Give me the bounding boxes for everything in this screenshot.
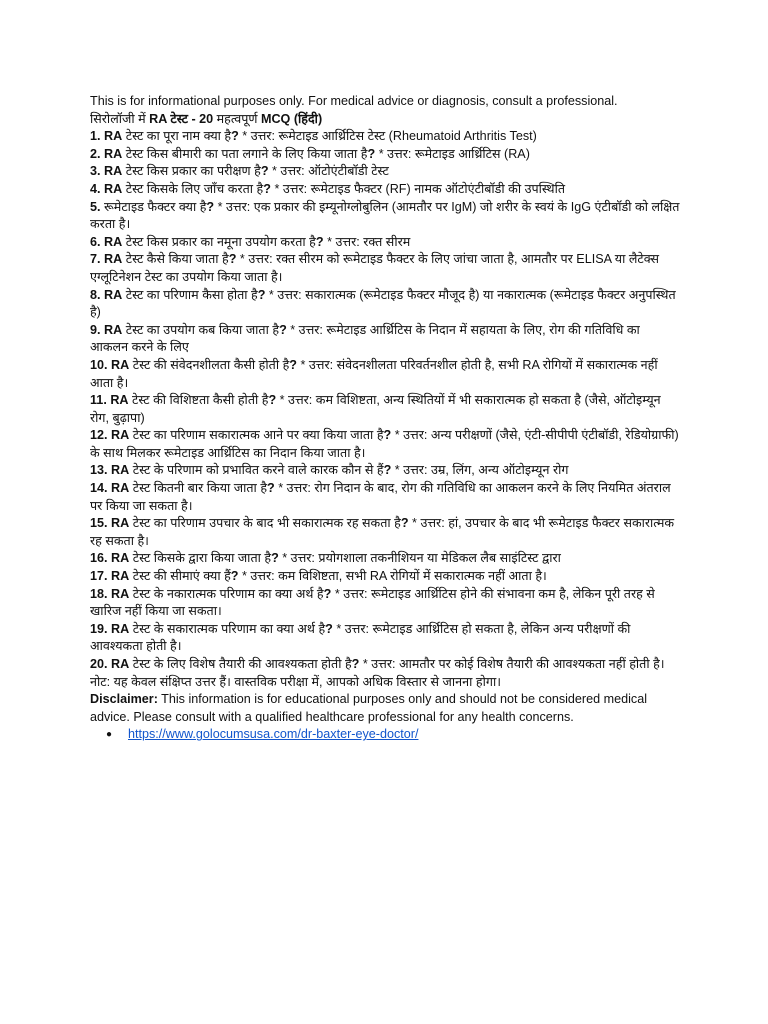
mcq-answer: * उत्तर: रोग निदान के बाद, रोग की गतिविधि का आकलन करने के लिए नियमित अंतराल पर किया जा सकता है। — [90, 481, 671, 513]
mcq-item — [90, 322, 680, 357]
mcq-list — [90, 128, 680, 673]
document-body — [90, 93, 680, 744]
mcq-item — [90, 586, 680, 621]
mcq-ra: RA — [104, 287, 123, 302]
mcq-question: टेस्ट का परिणाम कैसा होता है — [125, 287, 258, 302]
mcq-ra: RA — [111, 428, 130, 443]
reference-link[interactable]: https://www.golocumsusa.com/dr-baxter-eye-doctor/ — [128, 727, 419, 742]
mcq-number: 18. — [90, 586, 108, 601]
mcq-number: 15. — [90, 516, 108, 531]
mcq-number: 9. — [90, 322, 101, 337]
mcq-ra: RA — [104, 181, 123, 196]
mcq-question: टेस्ट का पूरा नाम क्या है — [125, 129, 232, 144]
mcq-number: 3. — [90, 164, 101, 179]
mcq-ra: RA — [111, 551, 130, 566]
mcq-question: टेस्ट का परिणाम सकारात्मक आने पर क्या किया जाता है — [132, 428, 384, 443]
mcq-question: टेस्ट का परिणाम उपचार के बाद भी सकारात्मक रह सकता है — [132, 516, 401, 531]
disclaimer-text: This information is for educational purposes only and should not be considered medical advice. Please consult with a qualified healthcare professional for any health concerns. — [90, 692, 648, 724]
mcq-question: टेस्ट की सीमाएं क्या हैं — [132, 569, 231, 584]
mcq-number: 13. — [90, 463, 108, 478]
mcq-item — [90, 656, 680, 674]
mcq-item — [90, 427, 680, 462]
mcq-item — [90, 568, 680, 586]
mcq-question-mark: ? — [289, 357, 297, 372]
mcq-item — [90, 621, 680, 656]
mcq-number: 6. — [90, 234, 101, 249]
mcq-question-mark: ? — [230, 569, 239, 584]
mcq-item — [90, 287, 680, 322]
mcq-question-mark: ? — [383, 463, 392, 478]
mcq-item — [90, 181, 680, 199]
mcq-answer: * उत्तर: अन्य परीक्षणों (जैसे, एंटी-सीपीपी एंटीबॉडी, रेडियोग्राफी) के साथ मिलकर रूमेटाइड आर्थ्रिटिस का निदान किया जाता है। — [90, 428, 679, 460]
mcq-answer: * उत्तर: रूमेटाइड फैक्टर (RF) नामक ऑटोएंटीबॉडी की उपस्थिति — [270, 181, 566, 196]
mcq-question-mark: ? — [325, 621, 333, 636]
mcq-question: टेस्ट का उपयोग कब किया जाता है — [125, 322, 280, 337]
mcq-question-mark: ? — [323, 586, 332, 601]
mcq-number: 16. — [90, 551, 108, 566]
page-title: सिरोलॉजी में RA टेस्ट - 20 महत्वपूर्ण MCQ (हिंदी) — [90, 111, 323, 126]
mcq-number: 8. — [90, 287, 101, 302]
note-text: नोट: यह केवल संक्षिप्त उत्तर हैं। वास्तविक परीक्षा में, आपको अधिक विस्तार से जानना होगा। — [90, 674, 501, 689]
mcq-answer: * उत्तर: एक प्रकार की इम्यूनोग्लोबुलिन (आमतौर पर IgM) जो शरीर के स्वयं के IgG एंटीबॉडी को लक्षित करता है। — [90, 199, 680, 232]
mcq-answer: * उत्तर: कम विशिष्टता, सभी RA रोगियों में सकारात्मक नहीं आता है। — [238, 569, 547, 584]
mcq-question-mark: ? — [315, 234, 324, 249]
mcq-item — [90, 128, 680, 146]
mcq-question-mark: ? — [260, 164, 269, 179]
mcq-item — [90, 357, 680, 392]
mcq-question-mark: ? — [263, 181, 271, 196]
mcq-number: 4. — [90, 181, 101, 196]
mcq-ra: RA — [110, 393, 129, 408]
mcq-ra: RA — [111, 621, 130, 636]
mcq-number: 17. — [90, 569, 108, 584]
mcq-question: टेस्ट के सकारात्मक परिणाम का क्या अर्थ है — [132, 621, 326, 636]
mcq-item — [90, 550, 680, 568]
mcq-answer: * उत्तर: उम्र, लिंग, अन्य ऑटोइम्यून रोग — [391, 463, 569, 478]
mcq-ra: RA — [111, 463, 130, 478]
mcq-number: 1. — [90, 129, 101, 144]
mcq-question-mark: ? — [206, 199, 215, 214]
mcq-ra: RA — [111, 586, 130, 601]
mcq-answer: * उत्तर: सकारात्मक (रूमेटाइड फैक्टर मौजूद है) या नकारात्मक (रूमेटाइड फैक्टर अनुपस्थित है) — [90, 287, 676, 320]
mcq-answer: * उत्तर: रूमेटाइड आर्थ्रिटिस टेस्ट (Rheumatoid Arthritis Test) — [238, 129, 537, 144]
mcq-answer: * उत्तर: रूमेटाइड आर्थ्रिटिस हो सकता है, लेकिन अन्य परीक्षणों की आवश्यकता होती है। — [90, 621, 631, 654]
mcq-ra: RA — [111, 481, 130, 496]
mcq-question-mark: ? — [383, 428, 392, 443]
mcq-question: टेस्ट कैसे किया जाता है — [125, 252, 229, 267]
mcq-question: टेस्ट किस बीमारी का पता लगाने के लिए किया जाता है — [125, 146, 368, 161]
mcq-ra: RA — [104, 234, 123, 249]
mcq-item — [90, 199, 680, 234]
mcq-number: 5. — [90, 199, 101, 214]
mcq-number: 19. — [90, 621, 108, 636]
mcq-number: 10. — [90, 357, 108, 372]
mcq-ra: RA — [104, 164, 123, 179]
mcq-question: टेस्ट किसके लिए जाँच करता है — [125, 181, 264, 196]
mcq-item — [90, 163, 680, 181]
mcq-question-mark: ? — [367, 146, 376, 161]
mcq-answer: * उत्तर: रूमेटाइड आर्थ्रिटिस के निदान में सहायता के लिए, रोग की गतिविधि का आकलन करने के लिए — [90, 322, 640, 355]
mcq-question: टेस्ट की विशिष्टता कैसी होती है — [132, 393, 269, 408]
mcq-question-mark: ? — [271, 551, 279, 566]
mcq-question: टेस्ट के परिणाम को प्रभावित करने वाले कारक कौन से हैं — [132, 463, 384, 478]
mcq-item — [90, 146, 680, 164]
mcq-answer: * उत्तर: रूमेटाइड आर्थ्रिटिस (RA) — [375, 146, 530, 161]
mcq-ra: RA — [104, 252, 123, 267]
mcq-question-mark: ? — [257, 287, 266, 302]
mcq-ra: RA — [111, 569, 130, 584]
mcq-question-mark: ? — [267, 481, 275, 496]
mcq-ra: RA — [111, 357, 130, 372]
mcq-question-mark: ? — [231, 129, 239, 144]
mcq-question: टेस्ट कितनी बार किया जाता है — [132, 481, 268, 496]
mcq-number: 14. — [90, 481, 108, 496]
intro-text: This is for informational purposes only. For medical advice or diagnosis, consult a professional. — [90, 94, 618, 108]
mcq-answer: * उत्तर: कम विशिष्टता, अन्य स्थितियों में भी सकारात्मक हो सकता है (जैसे, ऑटोइम्यून रोग, बुढ़ापा) — [90, 393, 661, 425]
mcq-item — [90, 515, 680, 550]
mcq-answer: * उत्तर: प्रयोगशाला तकनीशियन या मेडिकल लैब साइंटिस्ट द्वारा — [278, 551, 561, 566]
mcq-question: टेस्ट के नकारात्मक परिणाम का क्या अर्थ है — [132, 586, 324, 601]
mcq-item — [90, 234, 680, 252]
disclaimer-label: Disclaimer: — [90, 692, 158, 707]
mcq-question: टेस्ट किसके द्वारा किया जाता है — [132, 551, 272, 566]
mcq-question: रूमेटाइड फैक्टर क्या है — [104, 199, 207, 214]
mcq-answer: * उत्तर: संवेदनशीलता परिवर्तनशील होती है, सभी RA रोगियों में सकारात्मक नहीं आता है। — [90, 357, 658, 390]
disclaimer — [90, 691, 680, 726]
mcq-ra: RA — [104, 322, 123, 337]
mcq-question: टेस्ट किस प्रकार का परीक्षण है — [125, 164, 261, 179]
mcq-ra: RA — [104, 129, 123, 144]
mcq-question-mark: ? — [268, 393, 277, 408]
mcq-number: 7. — [90, 252, 101, 267]
mcq-question-mark: ? — [400, 516, 409, 531]
mcq-number: 11. — [90, 393, 107, 408]
mcq-answer: * उत्तर: हां, उपचार के बाद भी रूमेटाइड फैक्टर सकारात्मक रह सकता है। — [90, 516, 675, 548]
title-mcq: MCQ (हिंदी) — [260, 111, 323, 126]
mcq-number: 20. — [90, 657, 108, 671]
mcq-question-mark: ? — [228, 252, 237, 267]
mcq-question-mark: ? — [279, 322, 287, 337]
mcq-item — [90, 251, 680, 286]
mcq-question: टेस्ट की संवेदनशीलता कैसी होती है — [132, 357, 290, 372]
mcq-question-mark: ? — [351, 657, 360, 671]
mcq-answer: * उत्तर: आमतौर पर कोई विशेष तैयारी की आवश्यकता नहीं होती है। — [359, 657, 665, 671]
mcq-question: टेस्ट किस प्रकार का नमूना उपयोग करता है — [125, 234, 316, 249]
mcq-number: 2. — [90, 146, 101, 161]
link-item — [128, 726, 680, 744]
mcq-item — [90, 480, 680, 515]
mcq-answer: * उत्तर: ऑटोएंटीबॉडी टेस्ट — [268, 164, 389, 179]
mcq-ra: RA — [111, 516, 130, 531]
mcq-item — [90, 392, 680, 427]
mcq-answer: * उत्तर: रूमेटाइड आर्थ्रिटिस होने की संभावना कम है, लेकिन पूरी तरह से खारिज नहीं किया जा सकता। — [90, 586, 655, 619]
mcq-question: टेस्ट के लिए विशेष तैयारी की आवश्यकता होती है — [132, 657, 352, 671]
mcq-ra: RA — [111, 657, 130, 671]
link-list — [90, 726, 680, 744]
mcq-number: 12. — [90, 428, 108, 443]
mcq-ra: RA — [104, 146, 123, 161]
mcq-item — [90, 462, 680, 480]
mcq-answer: * उत्तर: रक्त सीरम — [323, 234, 411, 249]
mcq-answer: * उत्तर: रक्त सीरम को रूमेटाइड फैक्टर के लिए जांचा जाता है, आमतौर पर ELISA या लैटेक्स एग्लूटिनेशन टेस्ट का उपयोग किया जाता है। — [90, 252, 660, 284]
